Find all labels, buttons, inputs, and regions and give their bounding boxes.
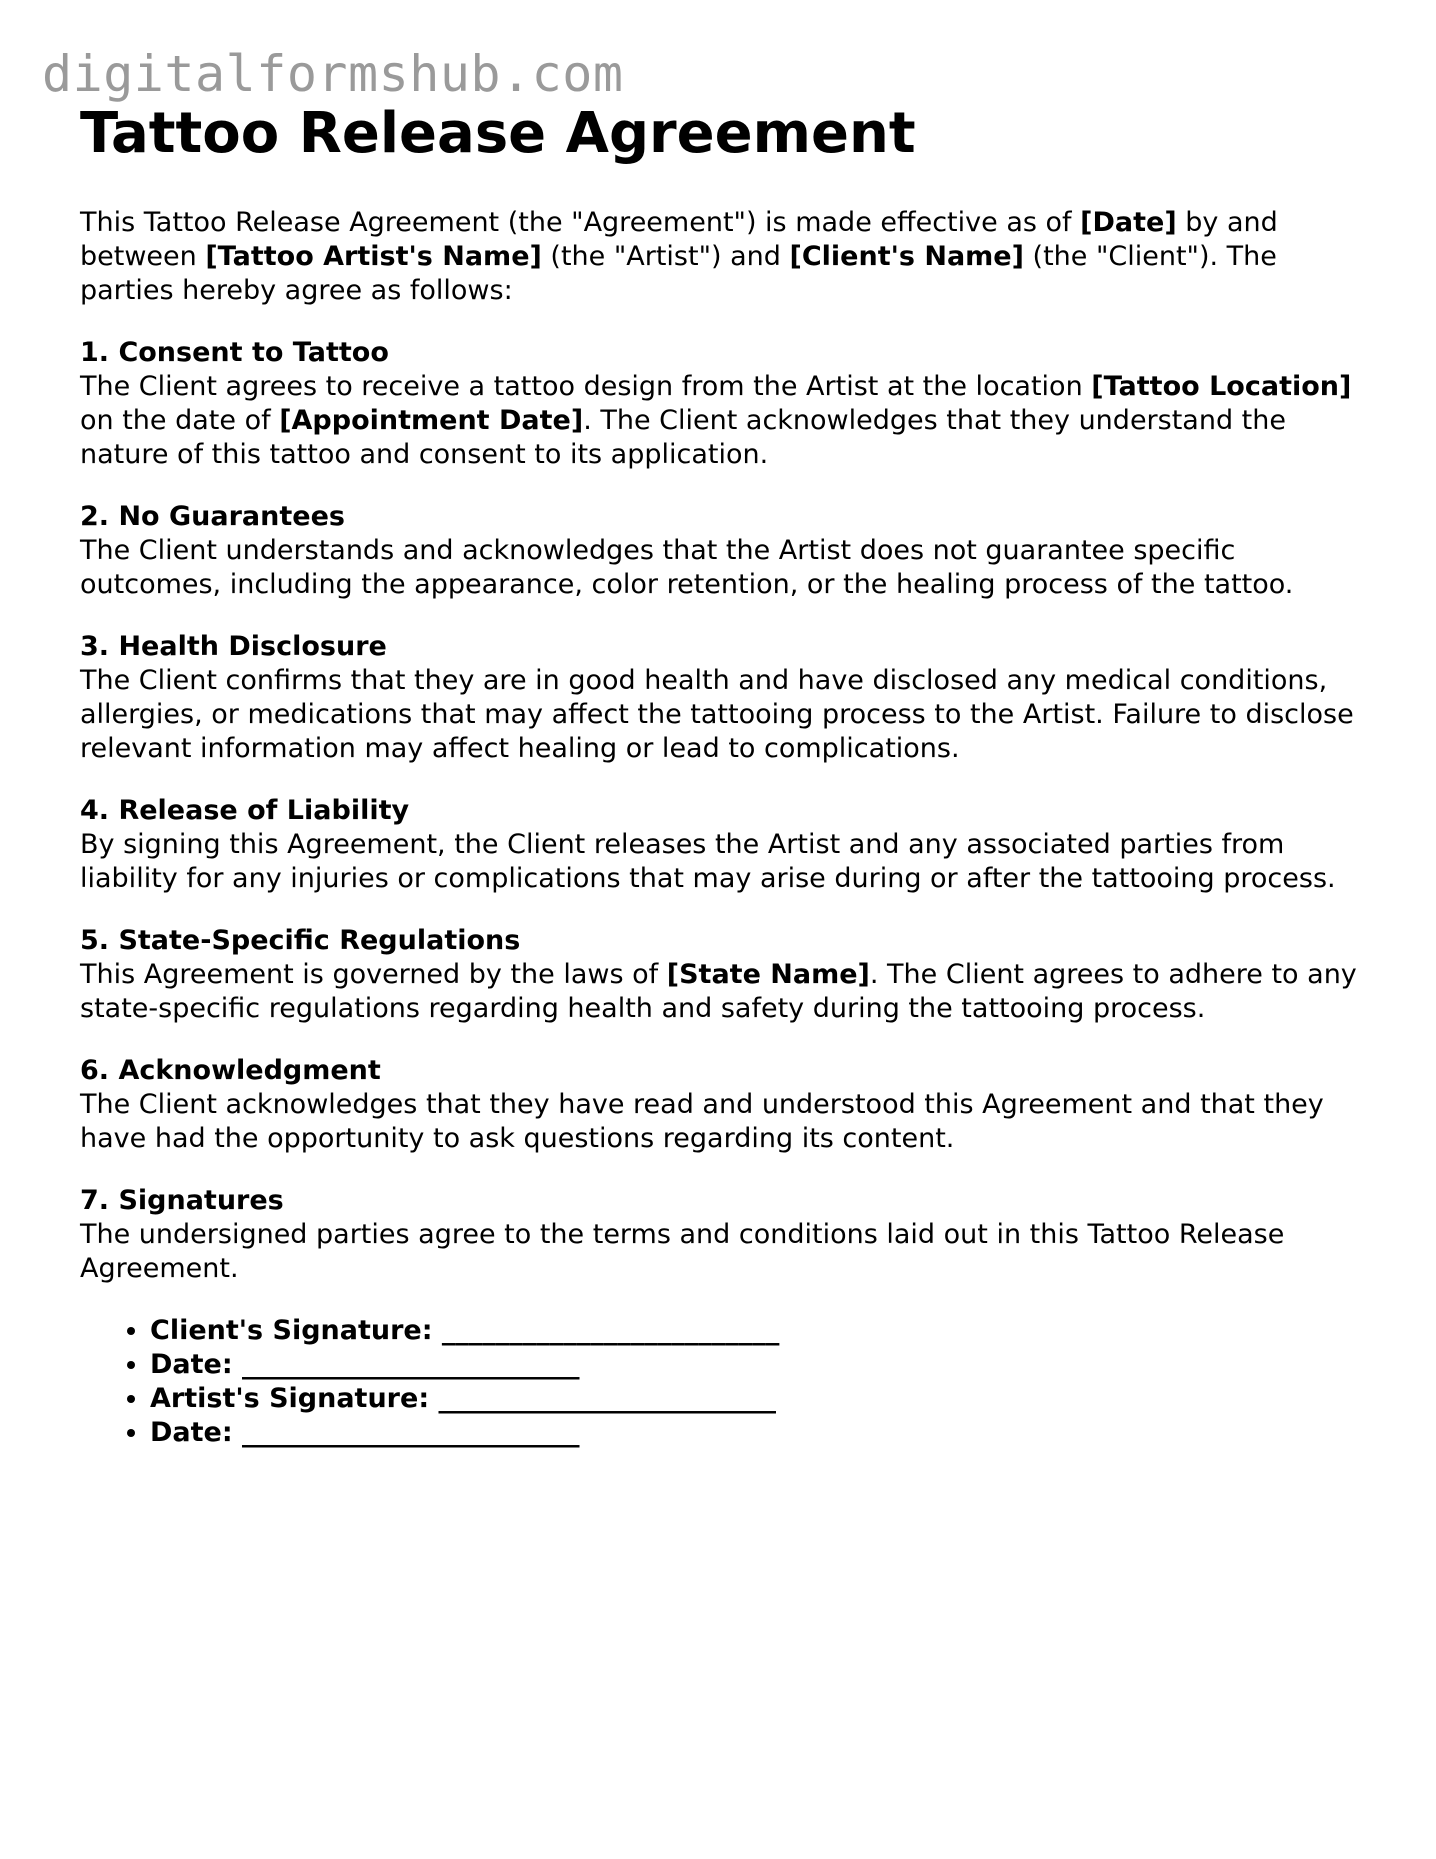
watermark: digitalformshub.com xyxy=(42,45,624,103)
section-consent xyxy=(80,336,1370,472)
section-heading: 3. Health Disclosure xyxy=(80,631,387,662)
section-release-of-liability xyxy=(80,794,1370,896)
document xyxy=(80,100,1370,1450)
section-health-disclosure xyxy=(80,630,1370,766)
signature-list xyxy=(80,1314,1370,1450)
section-heading: 5. State-Specific Regulations xyxy=(80,925,521,956)
page-title: Tattoo Release Agreement xyxy=(80,101,916,166)
section-text: This Agreement is governed by the laws of xyxy=(80,959,667,990)
section-heading: 6. Acknowledgment xyxy=(80,1055,381,1086)
section-body: The Client understands and acknowledges that the Artist does not guarantee specific outcomes, including the appearance, color retention, or the healing process of the tattoo. xyxy=(80,535,1294,600)
appointment-date-placeholder: [Appointment Date] xyxy=(279,405,584,436)
section-body: The undersigned parties agree to the terms and conditions laid out in this Tattoo Release Agreement. xyxy=(80,1219,1285,1284)
section-state-regulations xyxy=(80,924,1370,1026)
tattoo-location-placeholder: [Tattoo Location] xyxy=(1091,371,1352,402)
intro-client-placeholder: [Client's Name] xyxy=(789,241,1024,272)
section-heading: 2. No Guarantees xyxy=(80,501,345,532)
section-no-guarantees xyxy=(80,500,1370,602)
section-acknowledgment xyxy=(80,1054,1370,1156)
section-text: . The Client agrees to adhere to any state-specific regulations regarding health and safety during the tattooing process. xyxy=(80,959,1357,1024)
intro-artist-placeholder: [Tattoo Artist's Name] xyxy=(205,241,542,272)
intro-text-2: by and between xyxy=(80,207,1278,272)
section-heading: 7. Signatures xyxy=(80,1185,284,1216)
artist-date-line: • Date: _________________________ xyxy=(150,1416,1370,1450)
section-signatures xyxy=(80,1184,1370,1286)
intro-paragraph xyxy=(80,206,1370,308)
section-text: The Client agrees to receive a tattoo design from the Artist at the location xyxy=(80,371,1092,402)
section-heading: 1. Consent to Tattoo xyxy=(80,337,389,368)
section-body: By signing this Agreement, the Client releases the Artist and any associated parties from liability for any injuries or complications that may arise during or after the tattooing process. xyxy=(80,829,1336,894)
artist-signature-line: • Artist's Signature: _________________________ xyxy=(150,1382,1370,1416)
intro-text-4: (the "Client"). The parties hereby agree as follows: xyxy=(80,241,1277,306)
intro-text-1: This Tattoo Release Agreement (the "Agreement") is made effective as of xyxy=(80,207,1081,238)
section-text: . The Client acknowledges that they understand the nature of this tattoo and consent to its application. xyxy=(80,405,1286,470)
intro-date-placeholder: [Date] xyxy=(1080,207,1177,238)
intro-text-3: (the "Artist") and xyxy=(541,241,790,272)
section-body: The Client confirms that they are in good health and have disclosed any medical conditions, allergies, or medications that may affect the tattooing process to the Artist. Failure to disclose relevant information may affect healing or lead to complications. xyxy=(80,665,1354,764)
section-heading: 4. Release of Liability xyxy=(80,795,410,826)
section-text: on the date of xyxy=(80,405,280,436)
state-name-placeholder: [State Name] xyxy=(666,959,870,990)
section-body xyxy=(80,958,1370,1026)
section-body: The Client acknowledges that they have read and understood this Agreement and that they have had the opportunity to ask questions regarding its content. xyxy=(80,1089,1324,1154)
section-body xyxy=(80,370,1370,472)
client-signature-line: • Client's Signature: _________________________ xyxy=(150,1314,1370,1348)
client-date-line: • Date: _________________________ xyxy=(150,1348,1370,1382)
